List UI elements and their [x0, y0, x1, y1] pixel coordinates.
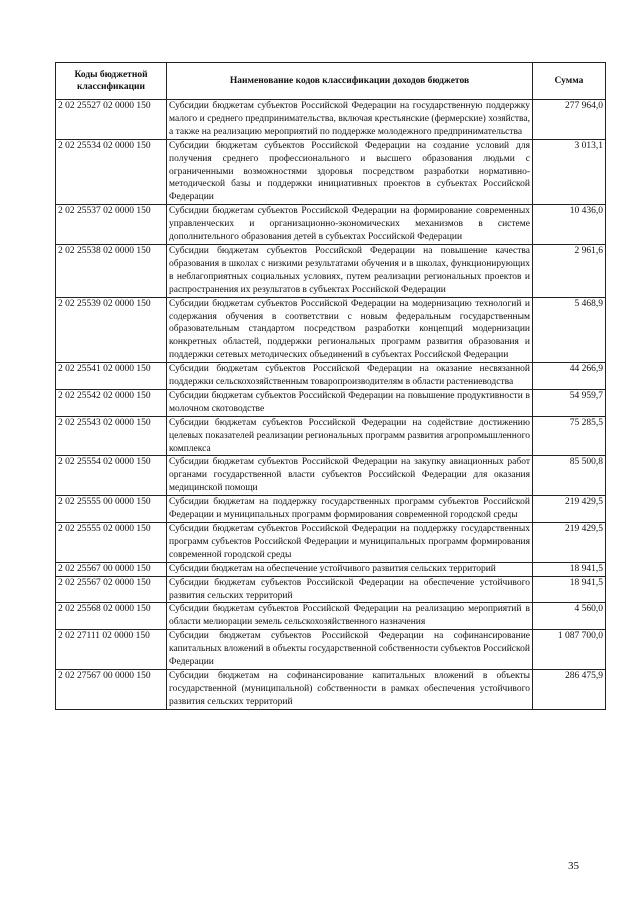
row-code: 2 02 27111 02 0000 150: [56, 630, 167, 670]
row-code: 2 02 25555 00 0000 150: [56, 496, 167, 523]
row-sum: 44 266,9: [533, 363, 606, 390]
table-row: [56, 630, 606, 670]
table-row: [56, 576, 606, 603]
table-row: [56, 389, 606, 416]
row-name: Субсидии бюджетам субъектов Российской Федерации на обеспечение устойчивого развития сельских территорий: [167, 576, 533, 603]
row-sum: 2 961,6: [533, 244, 606, 297]
row-name: Субсидии бюджетам субъектов Российской Федерации на повышение качества образования в школах с низкими результатами обучения и в школах, функционирующих в неблагоприятных социальных условиях, путем реализации региональных проектов и распространения их результатов в субъектах Российской Федерации: [167, 244, 533, 297]
header-sum: Сумма: [533, 63, 606, 100]
row-name: Субсидии бюджетам на поддержку государственных программ субъектов Российской Федерации и муниципальных программ формирования современной городской среды: [167, 496, 533, 523]
row-code: 2 02 27567 00 0000 150: [56, 669, 167, 709]
row-code: 2 02 25543 02 0000 150: [56, 416, 167, 456]
revenue-classification-table: [55, 62, 606, 710]
row-sum: 219 429,5: [533, 496, 606, 523]
table-row: [56, 363, 606, 390]
table-row: [56, 669, 606, 709]
row-sum: 3 013,1: [533, 139, 606, 205]
row-sum: 18 941,5: [533, 576, 606, 603]
row-sum: 5 468,9: [533, 297, 606, 363]
row-code: 2 02 25567 02 0000 150: [56, 576, 167, 603]
row-sum: 4 560,0: [533, 603, 606, 630]
table-row: [56, 100, 606, 140]
row-name: Субсидии бюджетам субъектов Российской Федерации на закупку авиационных работ органами государственной власти субъектов Российской Федерации для оказания медицинской помощи: [167, 456, 533, 496]
row-sum: 286 475,9: [533, 669, 606, 709]
row-name: Субсидии бюджетам субъектов Российской Федерации на поддержку государственных программ субъектов Российской Федерации и муниципальных программ формирования современной городской среды: [167, 523, 533, 563]
row-code: 2 02 25539 02 0000 150: [56, 297, 167, 363]
row-name: Субсидии бюджетам субъектов Российской Федерации на софинансирование капитальных вложений в объекты государственной собственности субъектов Российской Федерации: [167, 630, 533, 670]
row-code: 2 02 25541 02 0000 150: [56, 363, 167, 390]
row-sum: 85 500,8: [533, 456, 606, 496]
row-code: 2 02 25554 02 0000 150: [56, 456, 167, 496]
table-row: [56, 139, 606, 205]
row-name: Субсидии бюджетам субъектов Российской Федерации на модернизацию технологий и содержания обучения в соответствии с новым федеральным государственным образовательным стандартом посредством разработки концепций модернизации конкретных областей, поддержки региональных программ развития образования и поддержки сетевых методических объединений в субъектах Российской Федерации: [167, 297, 533, 363]
row-code: 2 02 25534 02 0000 150: [56, 139, 167, 205]
row-code: 2 02 25538 02 0000 150: [56, 244, 167, 297]
table-row: [56, 244, 606, 297]
table-row: [56, 205, 606, 245]
row-name: Субсидии бюджетам субъектов Российской Федерации на оказание несвязанной поддержки сельскохозяйственным товаропроизводителям в области растениеводства: [167, 363, 533, 390]
table-row: [56, 456, 606, 496]
row-sum: 1 087 700,0: [533, 630, 606, 670]
row-code: 2 02 25555 02 0000 150: [56, 523, 167, 563]
row-name: Субсидии бюджетам субъектов Российской Федерации на государственную поддержку малого и среднего предпринимательства, включая крестьянские (фермерские) хозяйства, а также на реализацию мероприятий по поддержке молодежного предпринимательства: [167, 100, 533, 140]
row-sum: 54 959,7: [533, 389, 606, 416]
table-row: [56, 603, 606, 630]
row-sum: 10 436,0: [533, 205, 606, 245]
table-row: [56, 523, 606, 563]
row-name: Субсидии бюджетам субъектов Российской Федерации на повышение продуктивности в молочном скотоводстве: [167, 389, 533, 416]
page-number: 35: [568, 860, 579, 872]
row-code: 2 02 25527 02 0000 150: [56, 100, 167, 140]
row-sum: 75 285,5: [533, 416, 606, 456]
header-code: Коды бюджетной классификации: [56, 63, 167, 100]
table-row: [56, 562, 606, 576]
table-body: [56, 100, 606, 710]
table-header-row: [56, 63, 606, 100]
row-code: 2 02 25537 02 0000 150: [56, 205, 167, 245]
row-sum: 18 941,5: [533, 562, 606, 576]
row-name: Субсидии бюджетам на софинансирование капитальных вложений в объекты государственной (муниципальной) собственности в рамках обеспечения устойчивого развития сельских территорий: [167, 669, 533, 709]
row-name: Субсидии бюджетам на обеспечение устойчивого развития сельских территорий: [167, 562, 533, 576]
row-name: Субсидии бюджетам субъектов Российской Федерации на создание условий для получения среднего профессионального и высшего образования людьми с ограниченными возможностями здоровья посредством разработки нормативно-методической базы и поддержки инициативных проектов в субъектах Российской Федерации: [167, 139, 533, 205]
table-row: [56, 297, 606, 363]
row-code: 2 02 25568 02 0000 150: [56, 603, 167, 630]
row-name: Субсидии бюджетам субъектов Российской Федерации на формирование современных управленческих и организационно-экономических механизмов в системе дополнительного образования детей в субъектах Российской Федерации: [167, 205, 533, 245]
row-sum: 277 964,0: [533, 100, 606, 140]
row-name: Субсидии бюджетам субъектов Российской Федерации на реализацию мероприятий в области мелиорации земель сельскохозяйственного назначения: [167, 603, 533, 630]
table-row: [56, 496, 606, 523]
row-code: 2 02 25542 02 0000 150: [56, 389, 167, 416]
row-sum: 219 429,5: [533, 523, 606, 563]
row-code: 2 02 25567 00 0000 150: [56, 562, 167, 576]
table-row: [56, 416, 606, 456]
row-name: Субсидии бюджетам субъектов Российской Федерации на содействие достижению целевых показателей реализации региональных программ развития агропромышленного комплекса: [167, 416, 533, 456]
header-name: Наименование кодов классификации доходов бюджетов: [167, 63, 533, 100]
